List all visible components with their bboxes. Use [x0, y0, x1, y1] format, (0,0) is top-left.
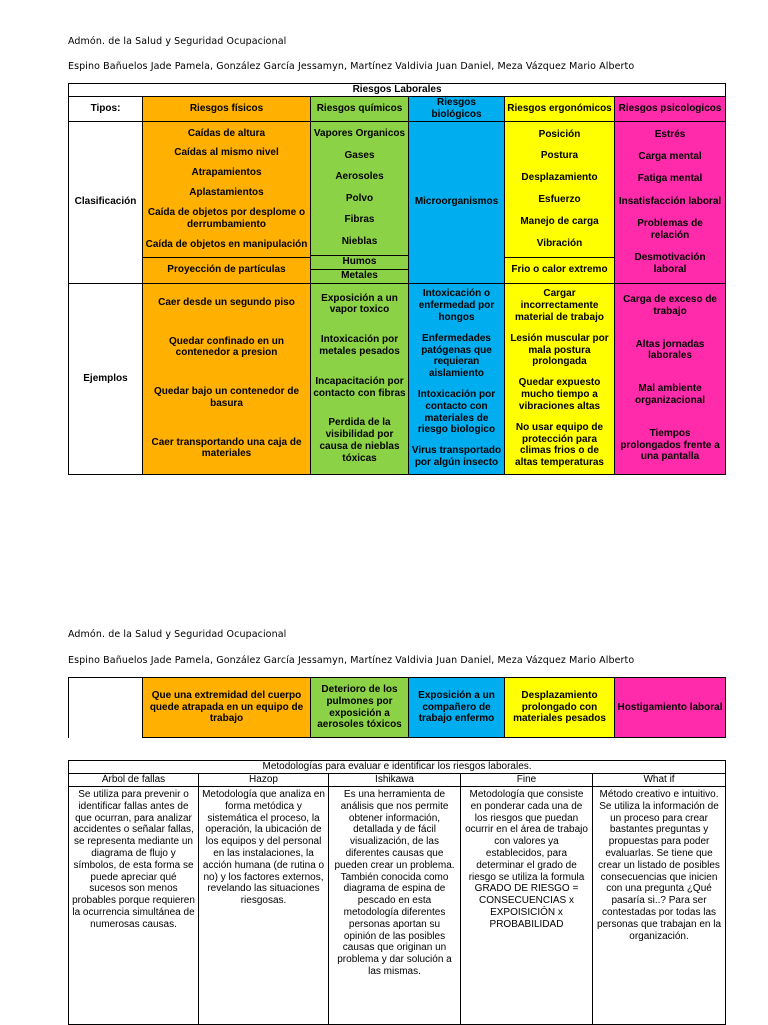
header-fisicos: Riesgos físicos — [143, 97, 311, 122]
course-title-page2: Admón. de la Salud y Seguridad Ocupacional — [68, 629, 287, 640]
list-item: Insatisfacción laboral — [618, 195, 722, 207]
methods-table — [68, 760, 726, 1025]
types-label: Tipos: — [69, 97, 143, 122]
list-item: Intoxicación por contacto con materiales de riesgo biologico — [417, 389, 496, 436]
method-header: Hazop — [199, 774, 329, 787]
list-item: Cargar incorrectamente material de trabajo — [515, 288, 604, 323]
biologicos-example-5: Exposición a un compañero de trabajo enfermo — [409, 678, 505, 738]
list-item: Vapores Organicos — [313, 128, 406, 140]
list-item: Quedar bajo un contenedor de basura — [153, 386, 299, 409]
list-item: Carga de exceso de trabajo — [623, 294, 717, 317]
course-title: Admón. de la Salud y Seguridad Ocupacional — [68, 36, 287, 47]
list-item: Quedar expuesto mucho tiempo a vibraciones altas — [518, 377, 601, 412]
list-item: Perdida de la visibilidad por causa de nieblas tóxicas — [319, 417, 400, 464]
list-item: Caída de objetos por desplome o derrumbamiento — [147, 207, 306, 230]
header-biologicos: Riesgos biológicos — [409, 97, 505, 122]
authors-line: Espino Bañuelos Jade Pamela, González García Jessamyn, Martínez Valdivia Juan Daniel, Meza Vázquez Mario Alberto — [68, 61, 635, 72]
list-item: Caída de objetos en manipulación — [145, 238, 308, 250]
list-item: Polvo — [345, 192, 374, 204]
biologicos-classification — [409, 121, 505, 283]
list-item: Tiempos prolongados frente a una pantalla — [620, 427, 720, 463]
list-item: Humos — [342, 256, 377, 268]
list-item: Metales — [341, 270, 378, 282]
list-item: Desplazamiento — [521, 172, 598, 184]
risks-table — [68, 83, 726, 475]
list-item: Postura — [540, 150, 579, 162]
method-header: Fine — [461, 774, 593, 787]
header-psicologicos: Riesgos psicologicos — [615, 97, 726, 122]
list-item: Proyección de partículas — [167, 264, 286, 276]
quimicos-classification — [311, 121, 409, 283]
method-header: Ishikawa — [329, 774, 461, 787]
list-item: Atrapamientos — [191, 167, 262, 179]
list-item: Mal ambiente organizacional — [635, 383, 706, 406]
list-item: Fibras — [344, 214, 375, 226]
method-description-whatif: Método creativo e intuitivo. Se utiliza la información de un proceso para crear bastantes preguntas y propuestas para poder evaluarlas. Se tiene que crear un listado de posibles consecuencias que inicien con una pregunta ¿Qué pasaría si..? Para ser contestadas por todas las personas que trabajan en la organización. — [593, 787, 726, 1025]
list-item: Intoxicación o enfermedad por hongos — [418, 288, 495, 323]
list-item: Aerosoles — [335, 171, 384, 183]
list-item: Incapacitación por contacto con fibras — [313, 375, 406, 399]
fisicos-classification — [143, 121, 311, 283]
header-quimicos: Riesgos químicos — [311, 97, 409, 122]
list-item: Altas jornadas laborales — [635, 338, 705, 362]
list-item: Caer transportando una caja de materiales — [151, 436, 302, 460]
list-item: Desmotivación laboral — [634, 251, 706, 275]
quimicos-examples — [311, 283, 409, 474]
biologicos-examples — [409, 283, 505, 474]
list-item: Vibración — [536, 237, 583, 249]
list-item: Frio o calor extremo — [511, 264, 608, 276]
list-item: Posición — [538, 128, 581, 140]
list-item: Enfermedades patógenas que requieran aislamiento — [421, 332, 492, 380]
psicologicos-examples — [615, 283, 726, 474]
list-item: Caídas al mismo nivel — [174, 147, 279, 159]
examples-label: Ejemplos — [69, 283, 143, 474]
list-item: Aplastamientos — [189, 187, 264, 199]
list-item: Microorganismos — [414, 196, 499, 208]
ergonomicos-example-5: Desplazamiento prolongado con materiales pesados — [505, 678, 615, 738]
classification-label: Clasificación — [69, 121, 143, 283]
authors-line-page2: Espino Bañuelos Jade Pamela, González García Jessamyn, Martínez Valdivia Juan Daniel, Meza Vázquez Mario Alberto — [68, 655, 635, 666]
method-description-arbol: Se utiliza para prevenir o identificar fallas antes de que ocurran, para analizar accidentes o señalar fallas, se representa mediante un diagrama de flujo y símbolos, de esta forma se puede apreciar qué sucesos son menos probables porque requieren la ocurrencia simultánea de numerosas causas. — [69, 787, 199, 1025]
psicologicos-classification — [615, 121, 726, 283]
list-item: Quedar confinado en un contenedor a presion — [168, 335, 284, 359]
ergonomicos-examples — [505, 283, 615, 474]
quimicos-example-5: Deterioro de los pulmones por exposición a aerosoles tóxicos — [311, 678, 409, 738]
list-item: Carga mental — [638, 151, 702, 163]
list-item: Exposición a un vapor toxico — [321, 292, 398, 316]
method-description-ishikawa: Es una herramienta de análisis que nos permite obtener información, detallada y de fácil visualización, de las diferentes causas que pueden crear un problema. También conocida como diagrama de espina de pescado en esta metodología diferentes personas aportan su opinión de las posibles causas que originan un problema y dar solución a las mismas. — [329, 787, 461, 1025]
fisicos-examples — [143, 283, 311, 474]
list-item: Estrés — [654, 128, 686, 140]
list-item: Problemas de relación — [637, 217, 703, 241]
fisicos-example-5: Que una extremidad del cuerpo quede atrapada en un equipo de trabajo — [143, 678, 311, 738]
list-item: Gases — [344, 149, 375, 161]
list-item: Intoxicación por metales pesados — [319, 334, 400, 357]
method-description-hazop: Metodología que analiza en forma metódica y sistemática el proceso, la operación, la ubicación de los equipos y del personal en las instalaciones, la acción humana (de rutina o no) y los factores externos, revelando las situaciones riesgosas. — [199, 787, 329, 1025]
list-item: No usar equipo de protección para climas frios o de altas temperaturas — [515, 421, 604, 469]
table-title: Riesgos Laborales — [69, 84, 726, 97]
risks-table-continuation — [68, 677, 726, 738]
list-item: Caídas de altura — [187, 127, 266, 139]
list-item: Esfuerzo — [538, 194, 581, 206]
list-item: Caer desde un segundo piso — [158, 297, 295, 309]
methods-title: Metodologías para evaluar e identificar los riesgos laborales. — [69, 761, 726, 774]
ergonomicos-classification — [505, 121, 615, 283]
empty-cell — [69, 678, 143, 738]
header-ergonomicos: Riesgos ergonómicos — [505, 97, 615, 122]
method-header: What if — [593, 774, 726, 787]
list-item: Fatiga mental — [637, 173, 703, 185]
list-item: Nieblas — [341, 235, 378, 247]
method-header: Árbol de fallas — [69, 774, 199, 787]
list-item: Lesión muscular por mala postura prolongada — [510, 332, 609, 368]
psicologicos-example-5: Hostigamiento laboral — [615, 678, 726, 738]
method-description-fine: Metodología que consiste en ponderar cada una de los riesgos que puedan ocurrir en el área de trabajo con valores ya establecidos, para determinar el grado de riesgo se utiliza la formula GRADO DE RIESGO = CONSECUENCIAS x EXPOISICIÓN x PROBABILIDAD — [461, 787, 593, 1025]
list-item: Virus transportado por algún insecto — [411, 445, 502, 469]
list-item: Manejo de carga — [520, 215, 599, 227]
